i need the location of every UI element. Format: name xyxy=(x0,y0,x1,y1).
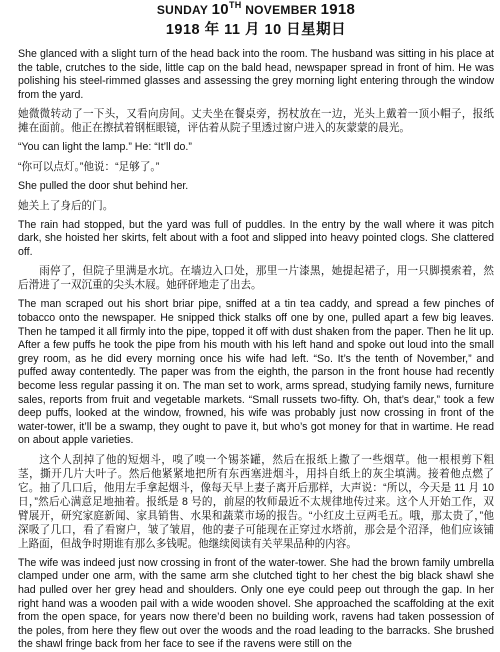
english-paragraph: She glanced with a slight turn of the head back into the room. The husband was sitting in his place at the table, crutches to the side, little cap on the bald head, newspaper spread in front of him. He was polishing his steel-rimmed glasses and assessing the grey morning light entering through the window from the yard. xyxy=(18,48,494,101)
english-paragraph: The rain had stopped, but the yard was full of puddles. In the entry by the wall where it was pitch dark, she hoisted her skirts, felt about with a foot and slipped into heavy pointed clogs. She clattered off. xyxy=(18,218,494,258)
english-paragraph: The man scraped out his short briar pipe, sniffed at a tin tea caddy, and spread a few pinches of tobacco onto the newspaper. He snipped thick stalks off one by one, pulled apart a few big leaves. Then he tamped it all firmly into the pipe, topped it off with dust shaken from the paper. Then he lit up. After a few puffs he took the pipe from his mouth with his left hand and spoke out loud into the small grey room, as he did every morning once his wife had left. “So. It’s the tenth of November,” and puffed away contentedly. The paper was from the eighth, the parson in the front house had recently become less regular passing it on. The man set to work, arms spread, studying family news, furniture sales, reports from fruit and vegetable markets. “Small russets two-fifty. Oh, that’s dear,” took a few deep puffs, looked at the window, frowned, his wife was probably just now crossing in front of the water-tower, it’ll be a swamp, they ought to pave it, but who’s got money for that in wartime. He read on about apple varieties. xyxy=(18,298,494,447)
header-date-suffix: TH xyxy=(228,0,242,10)
chinese-paragraph: “你可以点灯。”他说：“足够了。” xyxy=(18,160,160,173)
header-date-number: 10TH xyxy=(211,0,242,18)
english-paragraph: She pulled the door shut behind her. xyxy=(18,179,189,192)
header-month: NOVEMBER xyxy=(245,3,317,17)
chinese-paragraph: 她关上了身后的门。 xyxy=(18,199,114,212)
date-header xyxy=(18,2,494,39)
header-year: 1918 xyxy=(320,1,356,18)
english-paragraph: “You can light the lamp.” He: “It’ll do.” xyxy=(18,141,192,154)
document-body xyxy=(18,48,494,651)
chinese-paragraph: 雨停了，但院子里满是水坑。在墙边入口处，那里一片漆黑，她提起裙子，用一只脚摸索着，然后滑进了一双沉重的尖头木屐。她砰砰地走了出去。 xyxy=(18,265,494,292)
date-header-chinese: 1918 年 11 月 10 日星期日 xyxy=(165,22,347,38)
chinese-paragraph: 她微微转动了一下头，又看向房间。丈夫坐在餐桌旁，拐杖放在一边，光头上戴着一顶小帽子，报纸摊在面前。他正在擦拭着钢框眼镜，评估着从院子里透过窗户进入的灰蒙蒙的晨光。 xyxy=(18,108,494,135)
chinese-paragraph: 这个人刮掉了他的短烟斗，嗅了嗅一个锡茶罐，然后在报纸上撒了一些烟草。他一根根剪下粗茎，撕开几片大叶子。然后他紧紧地把所有东西塞进烟斗，用抖自纸上的灰尘填满。接着他点燃了它。抽了几口后，他用左手拿起烟斗，像每天早上妻子离开后那样，大声说：“所以，今天是 11 月 10 日，”然后心满意足地抽着。报纸是 8 号的，前屋的牧师最近不太规律地传过来。这个人开始工作，双臂展开，研究家庭新闻、家具销售、水果和蔬菜市场的报告。“小红皮土豆两毛五。哦，那太贵了，”他深吸了几口，看了看窗户，皱了皱眉，他的妻子可能现在正穿过水塔前，那会是个沼泽，他们应该铺上路面，但战争时期谁有那么多钱呢。他继续阅读有关苹果品种的内容。 xyxy=(18,453,494,550)
english-paragraph: The wife was indeed just now crossing in front of the water-tower. She had the brown family umbrella clamped under one arm, with the same arm she clutched tight to her chest the big black shawl she had pulled over her grey head and shoulders. Only one eye could peep out through the gap. In her right hand was a wooden pail with a wide wooden shovel. She approached the scaffolding at the exit from the open space, for years now there’d been no building work, ravens had taken possession of the poles, from here they flew out over the woods and the road leading to the barracks. She brushed the shawl fringe back from her face to see if the ravens were still on the xyxy=(18,556,494,651)
date-header-english xyxy=(18,2,494,18)
header-day: SUNDAY xyxy=(156,3,208,17)
